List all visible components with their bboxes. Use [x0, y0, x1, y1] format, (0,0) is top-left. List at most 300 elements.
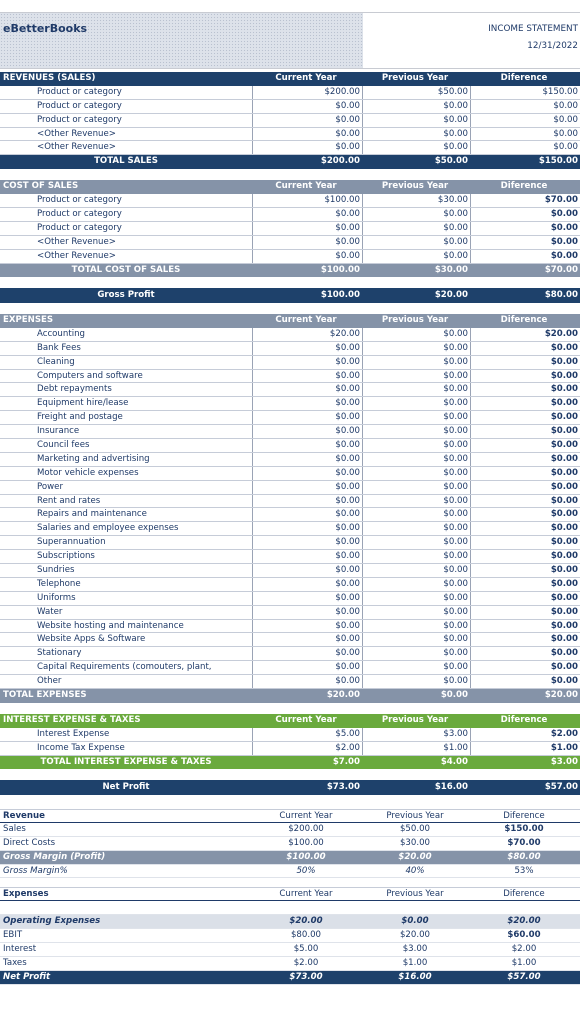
difference-value: $0.00 [470, 439, 580, 452]
line-item-row [0, 522, 580, 536]
difference-value: $57.00 [544, 782, 578, 793]
line-item-row [0, 342, 580, 356]
previous-year-value: $0.00 [362, 606, 470, 619]
current-year-header: Current Year [275, 714, 337, 725]
report-header [0, 12, 580, 69]
current-year-value: $0.00 [252, 606, 362, 619]
row-label: Direct Costs [3, 837, 56, 848]
current-year-value: $0.00 [252, 128, 362, 141]
line-item-row [0, 508, 580, 522]
current-year-value: $0.00 [252, 647, 362, 660]
row-label: Water [37, 606, 63, 617]
current-year-value: $2.00 [293, 957, 319, 968]
line-item-row [0, 128, 580, 142]
row-label: Gross Profit [97, 290, 155, 301]
current-year-value: $0.00 [252, 578, 362, 591]
difference-value: $0.00 [470, 675, 580, 688]
previous-year-header: Previous Year [381, 73, 449, 83]
current-year-value: $5.00 [252, 728, 362, 741]
previous-year-value: $0.00 [362, 370, 470, 383]
summary-title: Expenses [3, 889, 49, 900]
row-label: Equipment hire/lease [37, 398, 129, 409]
previous-year-value: $0.00 [362, 467, 470, 480]
row-label: EBIT [3, 930, 23, 941]
current-year-value: $0.00 [252, 236, 362, 249]
row-label: Stationary [37, 648, 82, 659]
difference-value: $150.00 [538, 156, 578, 167]
difference-value: $150.00 [470, 86, 580, 99]
difference-value: $0.00 [470, 383, 580, 396]
previous-year-value: $0.00 [362, 439, 470, 452]
row-label: Marketing and advertising [37, 453, 150, 464]
difference-value: $70.00 [470, 194, 580, 207]
line-item-row [0, 633, 580, 647]
difference-value: $20.00 [507, 916, 541, 927]
previous-year-value: $20.00 [434, 290, 468, 301]
current-year-value: $20.00 [326, 690, 360, 701]
section-total-row [0, 264, 580, 278]
previous-year-value [362, 901, 470, 914]
row-label: Repairs and maintenance [37, 509, 147, 520]
line-item-row [0, 675, 580, 689]
previous-year-value: $0.00 [362, 114, 470, 127]
net-profit-section [0, 780, 580, 795]
line-item-row [0, 550, 580, 564]
row-label: Gross Margin% [3, 865, 68, 876]
previous-year-value: $0.00 [440, 690, 468, 701]
row-label: Freight and postage [37, 412, 123, 423]
difference-value: $0.00 [470, 370, 580, 383]
line-item-row [0, 222, 580, 236]
previous-year-value: $30.00 [434, 264, 468, 275]
row-label: Salaries and employee expenses [37, 523, 179, 534]
section-title: COST OF SALES [3, 181, 79, 192]
difference-header: Diference [500, 181, 548, 192]
row-label: Sundries [37, 565, 75, 575]
line-item-row [0, 439, 580, 453]
section-header-row [0, 72, 580, 86]
line-item-row [0, 194, 580, 208]
line-item-row [0, 356, 580, 370]
previous-year-value: $0.00 [362, 508, 470, 521]
report-title: INCOME STATEMENT [488, 24, 578, 34]
difference-value: $80.00 [544, 290, 578, 301]
gross-profit-row [0, 288, 580, 303]
difference-value: $0.00 [470, 522, 580, 535]
row-label: <Other Revenue> [37, 250, 116, 261]
previous-year-value: $0.00 [362, 100, 470, 113]
row-label: Interest Expense [37, 728, 110, 739]
previous-year-value: $0.00 [362, 536, 470, 549]
previous-year-value: $0.00 [362, 522, 470, 535]
row-label: <Other Revenue> [37, 142, 116, 153]
row-label: Taxes [3, 957, 27, 968]
row-label: Net Profit [102, 782, 150, 793]
current-year-value: $0.00 [252, 522, 362, 535]
row-label: TOTAL COST OF SALES [71, 264, 181, 275]
current-year-value: $0.00 [252, 495, 362, 508]
current-year-header: Current Year [279, 889, 333, 900]
section-total-row [0, 155, 580, 169]
difference-value: $1.00 [470, 742, 580, 755]
current-year-value: $0.00 [252, 453, 362, 466]
current-year-header: Current Year [275, 181, 337, 192]
section-total-row [0, 756, 580, 770]
row-label: Product or category [37, 100, 122, 111]
line-item-row [0, 411, 580, 425]
row-label: Net Profit [3, 971, 51, 982]
interest-taxes-section [0, 714, 580, 770]
difference-value: 53% [514, 865, 534, 876]
line-item-row [0, 661, 580, 675]
previous-year-value: 40% [405, 865, 425, 876]
row-label: Website hosting and maintenance [37, 620, 184, 631]
summary-header-row [0, 887, 580, 901]
current-year-header: Current Year [275, 73, 337, 83]
section-header-row [0, 314, 580, 328]
current-year-value: $0.00 [252, 208, 362, 221]
current-year-value: $0.00 [252, 100, 362, 113]
current-year-value: $0.00 [252, 356, 362, 369]
difference-value: $0.00 [470, 425, 580, 438]
line-item-row [0, 728, 580, 742]
row-label: TOTAL SALES [94, 156, 158, 167]
previous-year-value: $0.00 [362, 236, 470, 249]
row-label: <Other Revenue> [37, 128, 116, 139]
cost-of-sales-section [0, 180, 580, 277]
line-item-row [0, 620, 580, 634]
net-profit-row [0, 780, 580, 795]
difference-value: $0.00 [470, 495, 580, 508]
previous-year-value: $16.00 [434, 782, 468, 793]
section-title: REVENUES (SALES) [3, 73, 96, 83]
current-year-value: $7.00 [332, 756, 360, 767]
summary-revenue-section [0, 809, 580, 878]
previous-year-value: $0.00 [362, 356, 470, 369]
row-label [0, 901, 252, 914]
current-year-value: $73.00 [289, 971, 323, 982]
section-header-row [0, 180, 580, 194]
summary-row [0, 823, 580, 837]
difference-value: $0.00 [470, 114, 580, 127]
difference-value: $0.00 [470, 508, 580, 521]
current-year-value: $0.00 [252, 675, 362, 688]
row-label: Subscriptions [37, 551, 95, 562]
difference-value: $0.00 [470, 411, 580, 424]
income-statement-sheet [0, 12, 580, 985]
line-item-row [0, 114, 580, 128]
current-year-value: $0.00 [252, 114, 362, 127]
difference-value: $2.00 [470, 728, 580, 741]
expenses-section [0, 314, 580, 703]
previous-year-value: $30.00 [399, 837, 431, 848]
row-label: Power [37, 481, 63, 492]
current-year-value: $0.00 [252, 620, 362, 633]
difference-value: $20.00 [544, 690, 578, 701]
difference-value: $57.00 [507, 971, 541, 982]
section-title: INTEREST EXPENSE & TAXES [3, 714, 141, 725]
difference-value: $0.00 [470, 606, 580, 619]
current-year-value: $0.00 [252, 633, 362, 646]
difference-value: $70.00 [544, 264, 578, 275]
difference-value: $60.00 [507, 930, 541, 941]
previous-year-value: $1.00 [402, 957, 428, 968]
row-label: Insurance [37, 426, 80, 437]
previous-year-value: $0.00 [362, 250, 470, 263]
difference-value: $0.00 [470, 141, 580, 154]
current-year-value: $100.00 [288, 837, 324, 848]
difference-value: $0.00 [470, 578, 580, 591]
previous-year-value: $0.00 [362, 661, 470, 674]
line-item-row [0, 370, 580, 384]
difference-value: $80.00 [507, 851, 541, 862]
section-title: EXPENSES [3, 314, 54, 325]
line-item-row [0, 86, 580, 100]
summary-row [0, 901, 580, 915]
previous-year-header: Previous Year [386, 889, 444, 900]
current-year-value: $0.00 [252, 342, 362, 355]
previous-year-value: $0.00 [362, 328, 470, 341]
previous-year-value: $0.00 [362, 222, 470, 235]
previous-year-value: $1.00 [362, 742, 470, 755]
previous-year-value: $3.00 [362, 728, 470, 741]
difference-value: $0.00 [470, 620, 580, 633]
previous-year-value: $0.00 [362, 383, 470, 396]
current-year-value [252, 901, 362, 914]
line-item-row [0, 100, 580, 114]
company-name: eBetterBooks [0, 13, 363, 68]
row-label: Product or category [37, 195, 122, 206]
row-label: Product or category [37, 222, 122, 233]
summary-row [0, 837, 580, 851]
line-item-row [0, 397, 580, 411]
previous-year-value: $0.00 [362, 495, 470, 508]
current-year-value: 50% [296, 865, 316, 876]
current-year-value: $73.00 [326, 782, 360, 793]
previous-year-value: $0.00 [362, 342, 470, 355]
difference-value: $0.00 [470, 208, 580, 221]
previous-year-header: Previous Year [381, 714, 449, 725]
line-item-row [0, 328, 580, 342]
previous-year-value: $0.00 [362, 481, 470, 494]
difference-value: $0.00 [470, 222, 580, 235]
previous-year-value: $0.00 [362, 425, 470, 438]
line-item-row [0, 606, 580, 620]
row-label: TOTAL INTEREST EXPENSE & TAXES [40, 756, 212, 767]
current-year-value: $200.00 [252, 86, 362, 99]
summary-row [0, 971, 580, 985]
difference-value: $0.00 [470, 128, 580, 141]
current-year-value: $0.00 [252, 536, 362, 549]
current-year-value: $20.00 [289, 916, 323, 927]
revenues-section [0, 72, 580, 169]
line-item-row [0, 453, 580, 467]
previous-year-value: $0.00 [362, 578, 470, 591]
current-year-value: $0.00 [252, 592, 362, 605]
difference-value: $70.00 [507, 837, 541, 848]
previous-year-value: $0.00 [362, 453, 470, 466]
line-item-row [0, 742, 580, 756]
difference-value: $1.00 [511, 957, 537, 968]
current-year-value: $0.00 [252, 481, 362, 494]
previous-year-value: $50.00 [399, 823, 431, 834]
row-label: Superannuation [37, 537, 106, 548]
current-year-value: $0.00 [252, 222, 362, 235]
previous-year-value: $0.00 [401, 916, 429, 927]
difference-header: Diference [503, 810, 545, 821]
summary-title: Revenue [3, 810, 45, 821]
previous-year-value: $0.00 [362, 208, 470, 221]
row-label: Product or category [37, 209, 122, 220]
row-label: Interest [3, 943, 37, 954]
line-item-row [0, 481, 580, 495]
previous-year-value: $0.00 [362, 550, 470, 563]
previous-year-value: $4.00 [440, 756, 468, 767]
difference-value: $0.00 [470, 647, 580, 660]
previous-year-value: $30.00 [362, 194, 470, 207]
previous-year-value: $16.00 [398, 971, 432, 982]
row-label: Bank Fees [37, 342, 81, 353]
current-year-value: $20.00 [252, 328, 362, 341]
difference-value: $150.00 [504, 823, 544, 834]
difference-value: $0.00 [470, 536, 580, 549]
summary-row [0, 943, 580, 957]
difference-value: $0.00 [470, 467, 580, 480]
line-item-row [0, 208, 580, 222]
previous-year-value: $0.00 [362, 647, 470, 660]
summary-expenses-section [0, 887, 580, 984]
row-label: Council fees [37, 439, 90, 450]
line-item-row [0, 467, 580, 481]
current-year-value: $0.00 [252, 250, 362, 263]
current-year-value: $100.00 [320, 290, 360, 301]
summary-row [0, 851, 580, 865]
difference-value: $0.00 [470, 356, 580, 369]
line-item-row [0, 564, 580, 578]
difference-value: $2.00 [511, 943, 537, 954]
line-item-row [0, 647, 580, 661]
difference-value: $0.00 [470, 633, 580, 646]
difference-value: $0.00 [470, 342, 580, 355]
current-year-value: $0.00 [252, 141, 362, 154]
previous-year-header: Previous Year [381, 314, 449, 325]
row-label: Product or category [37, 86, 122, 97]
summary-row [0, 957, 580, 971]
gross-profit-section [0, 288, 580, 303]
section-total-row [0, 689, 580, 703]
previous-year-value: $3.00 [402, 943, 428, 954]
difference-header: Diference [503, 889, 545, 900]
difference-value: $0.00 [470, 100, 580, 113]
row-label: Gross Margin (Profit) [3, 851, 106, 862]
current-year-value: $200.00 [320, 156, 360, 167]
row-label: Capital Requirements (comouters, plant, [37, 662, 212, 673]
row-label: Rent and rates [37, 495, 101, 506]
difference-header: Diference [500, 73, 548, 83]
row-label: Telephone [37, 578, 81, 589]
difference-value: $0.00 [470, 661, 580, 674]
difference-value: $0.00 [470, 564, 580, 577]
row-label: Sales [3, 823, 26, 834]
row-label: Accounting [37, 328, 85, 339]
previous-year-value: $50.00 [362, 86, 470, 99]
line-item-row [0, 592, 580, 606]
row-label: Debt repayments [37, 384, 112, 395]
line-item-row [0, 495, 580, 509]
current-year-header: Current Year [279, 810, 333, 821]
previous-year-header: Previous Year [381, 181, 449, 192]
current-year-value: $0.00 [252, 425, 362, 438]
line-item-row [0, 141, 580, 155]
difference-value: $0.00 [470, 397, 580, 410]
previous-year-value: $50.00 [434, 156, 468, 167]
previous-year-header: Previous Year [386, 810, 444, 821]
line-item-row [0, 425, 580, 439]
current-year-value: $0.00 [252, 411, 362, 424]
row-label: TOTAL EXPENSES [3, 690, 87, 701]
current-year-value: $0.00 [252, 370, 362, 383]
current-year-value: $0.00 [252, 467, 362, 480]
row-label: <Other Revenue> [37, 236, 116, 247]
difference-value: $0.00 [470, 236, 580, 249]
line-item-row [0, 383, 580, 397]
current-year-value: $100.00 [252, 194, 362, 207]
difference-value: $0.00 [470, 550, 580, 563]
row-label: Other [37, 676, 62, 687]
current-year-value: $200.00 [288, 823, 324, 834]
previous-year-value: $0.00 [362, 633, 470, 646]
current-year-value: $0.00 [252, 439, 362, 452]
current-year-value: $0.00 [252, 661, 362, 674]
line-item-row [0, 578, 580, 592]
current-year-value: $0.00 [252, 508, 362, 521]
row-label: Income Tax Expense [37, 742, 125, 753]
report-date: 12/31/2022 [527, 41, 578, 51]
difference-header: Diference [500, 314, 548, 325]
previous-year-value: $0.00 [362, 675, 470, 688]
previous-year-value: $0.00 [362, 592, 470, 605]
difference-value: $0.00 [470, 481, 580, 494]
previous-year-value: $0.00 [362, 397, 470, 410]
difference-value: $20.00 [470, 328, 580, 341]
current-year-value: $0.00 [252, 550, 362, 563]
difference-value: $0.00 [470, 453, 580, 466]
difference-value: $0.00 [470, 250, 580, 263]
row-label: Computers and software [37, 370, 143, 381]
current-year-header: Current Year [275, 314, 337, 325]
row-label: Cleaning [37, 356, 75, 367]
summary-row [0, 865, 580, 879]
current-year-value: $5.00 [293, 943, 319, 954]
section-header-row [0, 714, 580, 728]
line-item-row [0, 536, 580, 550]
line-item-row [0, 236, 580, 250]
row-label: Motor vehicle expenses [37, 467, 139, 478]
current-year-value: $2.00 [252, 742, 362, 755]
difference-header: Diference [500, 714, 548, 725]
current-year-value: $0.00 [252, 383, 362, 396]
previous-year-value: $0.00 [362, 141, 470, 154]
report-meta [363, 13, 580, 68]
difference-value [470, 901, 580, 914]
current-year-value: $0.00 [252, 397, 362, 410]
current-year-value: $100.00 [286, 851, 326, 862]
row-label: Website Apps & Software [37, 634, 146, 645]
row-label: Uniforms [37, 592, 76, 603]
previous-year-value: $0.00 [362, 128, 470, 141]
summary-row [0, 915, 580, 929]
previous-year-value: $0.00 [362, 620, 470, 633]
